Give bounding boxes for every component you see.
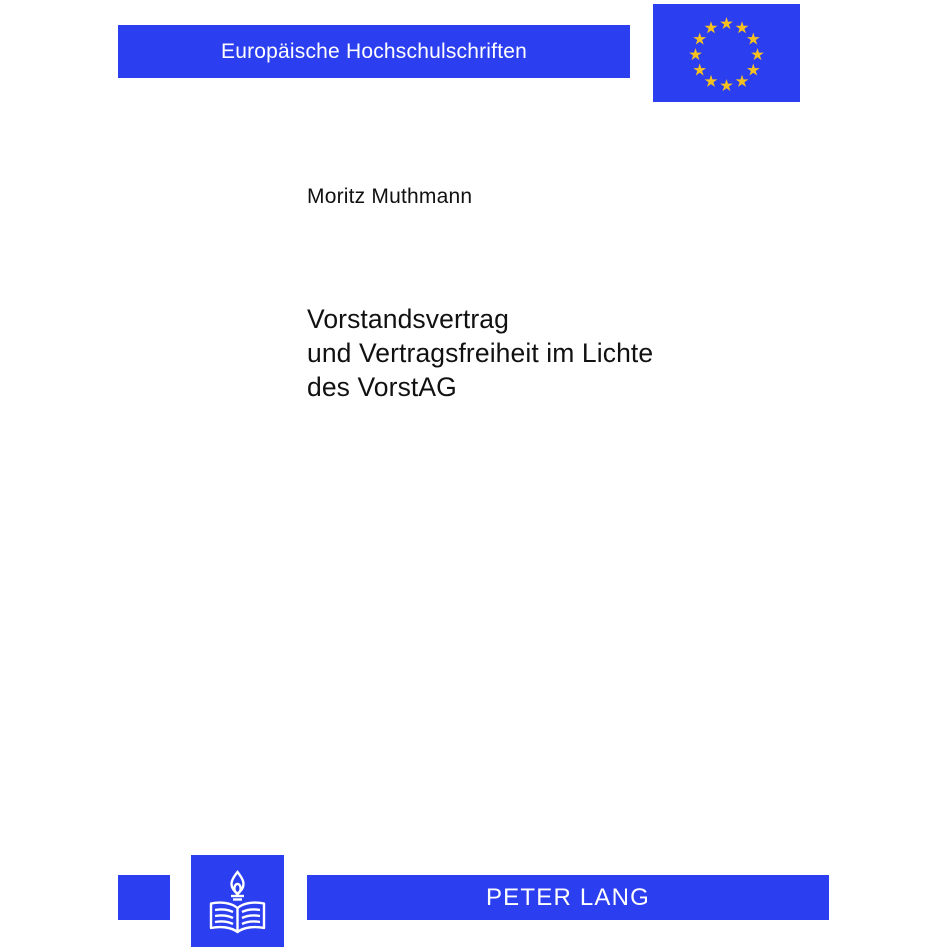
title-line-2: und Vertragsfreiheit im Lichte	[307, 338, 654, 368]
peter-lang-book-flame-logo-icon	[191, 855, 284, 947]
series-banner	[118, 25, 630, 78]
decorative-blue-square	[118, 875, 170, 920]
publisher-name: PETER LANG	[485, 883, 651, 911]
author-name: Moritz Muthmann	[307, 185, 473, 208]
book-title	[307, 302, 653, 404]
title-line-1: Vorstandsvertrag	[307, 304, 509, 334]
publisher-banner	[307, 875, 829, 920]
series-banner-label: Europäische Hochschulschriften	[221, 39, 527, 63]
european-union-flag-icon	[653, 4, 800, 102]
title-line-3: des VorstAG	[307, 372, 457, 402]
